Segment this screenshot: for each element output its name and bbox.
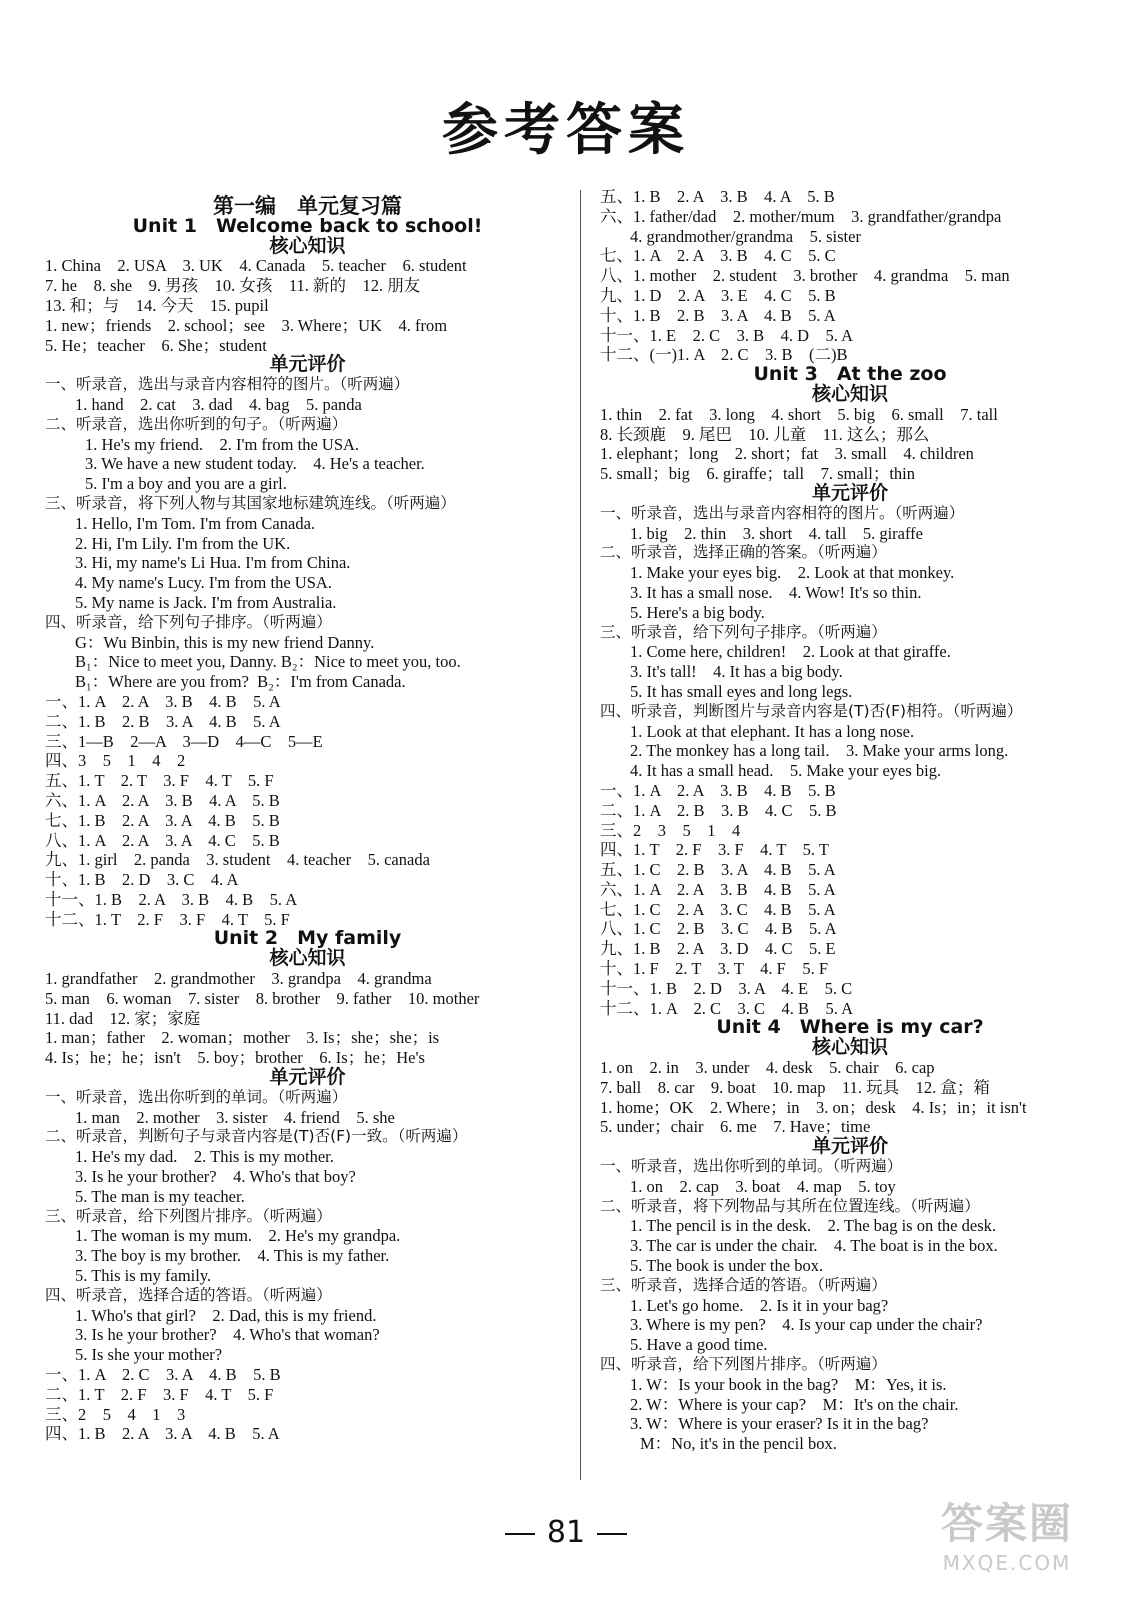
answer-line: 三、1—B 2—A 3—D 4—C 5—E bbox=[45, 731, 323, 751]
answer-line: 5. under；chair 6. me 7. Have；time bbox=[600, 1117, 871, 1137]
answer-line: 5. My name is Jack. I'm from Australia. bbox=[75, 592, 337, 612]
answer-line: 单元评价 bbox=[811, 481, 888, 504]
answer-line: 4. My name's Lucy. I'm from the USA. bbox=[75, 573, 332, 593]
answer-line: 3. Is he your brother? 4. Who's that boy? bbox=[75, 1167, 356, 1187]
answer-line: 核心知识 bbox=[269, 947, 346, 970]
answer-line: 13. 和；与 14. 今天 15. pupil bbox=[45, 295, 269, 315]
answer-line: 1. Let's go home. 2. Is it in your bag? bbox=[630, 1295, 889, 1315]
answer-line: 十、1. F 2. T 3. T 4. F 5. F bbox=[600, 959, 828, 979]
answer-line: 5. Here's a big body. bbox=[630, 602, 765, 622]
page-title: 参考答案 bbox=[442, 98, 690, 163]
answer-line: 九、1. girl 2. panda 3. student 4. teacher 5. canada bbox=[45, 850, 430, 870]
answer-line: 八、1. C 2. B 3. C 4. B 5. A bbox=[600, 919, 837, 939]
answer-line: 二、听录音，将下列物品与其所在位置连线。（听两遍） bbox=[600, 1196, 980, 1215]
answer-line: 五、1. T 2. T 3. F 4. T 5. F bbox=[45, 771, 274, 791]
answer-line: 1. The pencil is in the desk. 2. The bag is on the desk. bbox=[630, 1216, 996, 1236]
answer-line: 5. man 6. woman 7. sister 8. brother 9. father 10. mother bbox=[45, 988, 480, 1008]
answer-line: 一、1. A 2. C 3. A 4. B 5. B bbox=[45, 1365, 281, 1385]
answer-line: 一、听录音，选出你听到的单词。（听两遍） bbox=[45, 1087, 348, 1106]
answer-line: 一、1. A 2. A 3. B 4. B 5. A bbox=[45, 691, 281, 711]
watermark-logo-text: 答案圈 bbox=[940, 1499, 1073, 1548]
answer-line: 1. He's my friend. 2. I'm from the USA. bbox=[85, 434, 360, 454]
answer-line: 十二、1. A 2. C 3. C 4. B 5. A bbox=[600, 998, 854, 1018]
answer-line: 1. grandfather 2. grandmother 3. grandpa 4. grandma bbox=[45, 969, 432, 989]
answer-line: 5. The book is under the box. bbox=[630, 1256, 824, 1276]
answer-line: 二、听录音，选择正确的答案。（听两遍） bbox=[600, 543, 887, 562]
answer-line: 1. The woman is my mum. 2. He's my grandpa. bbox=[75, 1226, 401, 1246]
left-column bbox=[45, 194, 570, 1444]
answer-line: 十一、1. B 2. D 3. A 4. E 5. C bbox=[600, 978, 853, 998]
answer-line: 4. Is；he；he；isn't 5. boy；brother 6. Is；he；He's bbox=[45, 1048, 425, 1068]
answer-line: 1. home；OK 2. Where；in 3. on；desk 4. Is；in；it isn't bbox=[600, 1097, 1027, 1117]
answer-line: 九、1. B 2. A 3. D 4. C 5. E bbox=[600, 939, 836, 959]
answer-line: 1. on 2. cap 3. boat 4. map 5. toy bbox=[630, 1176, 896, 1196]
answer-line: 3. Hi, my name's Li Hua. I'm from China. bbox=[75, 553, 351, 573]
answer-line: 四、听录音，选择合适的答语。（听两遍） bbox=[45, 1285, 332, 1304]
answer-line: 一、听录音，选出与录音内容相符的图片。（听两遍） bbox=[600, 503, 965, 522]
answer-line: 1. Come here, children! 2. Look at that giraffe. bbox=[630, 642, 951, 662]
answer-line: 1. new；friends 2. school；see 3. Where；UK 4. from bbox=[45, 315, 448, 335]
answer-line: 3. The boy is my brother. 4. This is my father. bbox=[75, 1246, 390, 1266]
answer-line: 5. It has small eyes and long legs. bbox=[630, 681, 853, 701]
answer-line: 四、1. B 2. A 3. A 4. B 5. A bbox=[45, 1424, 280, 1444]
answer-line: 7. he 8. she 9. 男孩 10. 女孩 11. 新的 12. 朋友 bbox=[45, 276, 421, 296]
right-column bbox=[600, 187, 1100, 1454]
answer-line: 三、听录音，给下列图片排序。（听两遍） bbox=[45, 1206, 332, 1225]
answer-line: 十、1. B 2. B 3. A 4. B 5. A bbox=[600, 305, 836, 325]
answer-line: 六、1. father/dad 2. mother/mum 3. grandfather/grandpa bbox=[600, 206, 1002, 226]
answer-line: 1. elephant；long 2. short；fat 3. small 4. children bbox=[600, 444, 974, 464]
answer-line: 十二、1. T 2. F 3. F 4. T 5. F bbox=[45, 909, 290, 929]
answer-line: 十一、1. E 2. C 3. B 4. D 5. A bbox=[600, 325, 854, 345]
answer-line: M：No, it's in the pencil box. bbox=[640, 1434, 837, 1454]
answer-line: 5. Is she your mother? bbox=[75, 1345, 223, 1365]
answer-line: 十二、(一)1. A 2. C 3. B (二)B bbox=[600, 345, 848, 365]
answer-line: 1. China 2. USA 3. UK 4. Canada 5. teacher 6. student bbox=[45, 256, 467, 276]
answer-line: 核心知识 bbox=[811, 1036, 888, 1059]
answer-line: 1. Look at that elephant. It has a long nose. bbox=[630, 721, 915, 741]
answer-line: 一、听录音，选出你听到的单词。（听两遍） bbox=[600, 1157, 903, 1176]
answer-line: 三、听录音，选择合适的答语。（听两遍） bbox=[600, 1275, 887, 1294]
answer-line: 单元评价 bbox=[811, 1135, 888, 1158]
answer-line: 1. Hello, I'm Tom. I'm from Canada. bbox=[75, 513, 316, 533]
answer-line: 四、听录音，给下列图片排序。（听两遍） bbox=[600, 1355, 887, 1374]
answer-line: 1. He's my dad. 2. This is my mother. bbox=[75, 1147, 334, 1167]
answer-line: 1. W：Is your book in the bag? M：Yes, it is. bbox=[630, 1374, 947, 1394]
answer-line: 核心知识 bbox=[269, 234, 346, 257]
answer-line: 2. W：Where is your cap? M：It's on the chair. bbox=[630, 1394, 959, 1414]
answer-line: 四、3 5 1 4 2 bbox=[45, 751, 186, 771]
answer-line: 1. man；father 2. woman；mother 3. Is；she；she；is bbox=[45, 1028, 440, 1048]
answer-line: 1. hand 2. cat 3. dad 4. bag 5. panda bbox=[75, 394, 362, 414]
answer-line: 3. We have a new student today. 4. He's a teacher. bbox=[85, 454, 425, 474]
answer-line: 二、听录音，选出你听到的句子。（听两遍） bbox=[45, 414, 348, 433]
answer-line: 三、听录音，给下列句子排序。（听两遍） bbox=[600, 622, 887, 641]
answer-line: 十、1. B 2. D 3. C 4. A bbox=[45, 870, 239, 890]
answer-line: 5. This is my family. bbox=[75, 1266, 212, 1286]
answer-line: 1. thin 2. fat 3. long 4. short 5. big 6. small 7. tall bbox=[600, 404, 998, 424]
answer-line: 六、1. A 2. A 3. B 4. B 5. A bbox=[600, 879, 836, 899]
answer-line: 5. The man is my teacher. bbox=[75, 1186, 245, 1206]
answer-line: 单元评价 bbox=[269, 1066, 346, 1089]
answer-line: 一、1. A 2. A 3. B 4. B 5. B bbox=[600, 780, 836, 800]
column-divider bbox=[580, 190, 581, 1480]
answer-line: 五、1. C 2. B 3. A 4. B 5. A bbox=[600, 860, 836, 880]
answer-line: 三、2 5 4 1 3 bbox=[45, 1404, 186, 1424]
answer-line: 8. 长颈鹿 9. 尾巴 10. 儿童 11. 这么；那么 bbox=[600, 424, 930, 444]
answer-line: 5. Have a good time. bbox=[630, 1335, 768, 1355]
answer-line: B₁：Nice to meet you, Danny. B₂：Nice to meet you, too. bbox=[75, 652, 461, 672]
answer-line: 3. Is he your brother? 4. Who's that woman? bbox=[75, 1325, 380, 1345]
answer-line: 4. grandmother/grandma 5. sister bbox=[630, 226, 861, 246]
answer-line: 九、1. D 2. A 3. E 4. C 5. B bbox=[600, 285, 836, 305]
answer-line: 1. Who's that girl? 2. Dad, this is my friend. bbox=[75, 1305, 377, 1325]
answer-line: 二、1. A 2. B 3. B 4. C 5. B bbox=[600, 800, 837, 820]
answer-line: 11. dad 12. 家；家庭 bbox=[45, 1008, 201, 1028]
answer-line: 八、1. A 2. A 3. A 4. C 5. B bbox=[45, 830, 280, 850]
answer-line: 四、1. T 2. F 3. F 4. T 5. T bbox=[600, 840, 829, 860]
answer-line: 3. It has a small nose. 4. Wow! It's so thin. bbox=[630, 582, 922, 602]
answer-line: 三、2 3 5 1 4 bbox=[600, 820, 741, 840]
answer-line: 八、1. mother 2. student 3. brother 4. grandma 5. man bbox=[600, 266, 1010, 286]
answer-line: 四、听录音，判断图片与录音内容是(T)否(F)相符。（听两遍） bbox=[600, 701, 1023, 720]
answer-line: B₁：Where are you from? B₂：I'm from Canada. bbox=[75, 672, 406, 692]
answer-line: 3. The car is under the chair. 4. The boat is in the box. bbox=[630, 1236, 998, 1256]
answer-line: 2. Hi, I'm Lily. I'm from the UK. bbox=[75, 533, 291, 553]
answer-line: 5. I'm a boy and you are a girl. bbox=[85, 474, 287, 494]
answer-line: Unit 1 Welcome back to school! bbox=[132, 214, 483, 237]
answer-line: 1. Make your eyes big. 2. Look at that monkey. bbox=[630, 563, 955, 583]
answer-line: 二、1. B 2. B 3. A 4. B 5. A bbox=[45, 711, 281, 731]
answer-line: 5. small；big 6. giraffe；tall 7. small；thin bbox=[600, 464, 915, 484]
answer-line: 3. It's tall! 4. It has a big body. bbox=[630, 662, 843, 682]
answer-line: G：Wu Binbin, this is my new friend Danny. bbox=[75, 632, 375, 652]
answer-line: 三、听录音，将下列人物与其国家地标建筑连线。（听两遍） bbox=[45, 493, 456, 512]
answer-line: 五、1. B 2. A 3. B 4. A 5. B bbox=[600, 187, 835, 206]
answer-line: 二、听录音，判断句子与录音内容是(T)否(F)一致。（听两遍） bbox=[45, 1127, 468, 1146]
answer-line: Unit 2 My family bbox=[213, 927, 402, 950]
watermark-url: MXQE.COM bbox=[942, 1551, 1072, 1575]
answer-line: Unit 4 Where is my car? bbox=[716, 1016, 984, 1039]
answer-line: 六、1. A 2. A 3. B 4. A 5. B bbox=[45, 790, 280, 810]
answer-line: 1. on 2. in 3. under 4. desk 5. chair 6. cap bbox=[600, 1058, 935, 1078]
answer-line: 二、1. T 2. F 3. F 4. T 5. F bbox=[45, 1384, 274, 1404]
answer-line: 核心知识 bbox=[811, 382, 888, 405]
answer-line: 1. man 2. mother 3. sister 4. friend 5. she bbox=[75, 1107, 395, 1127]
answer-line: 七、1. A 2. A 3. B 4. C 5. C bbox=[600, 246, 836, 266]
answer-line: 1. big 2. thin 3. short 4. tall 5. giraffe bbox=[630, 523, 923, 543]
answer-line: 七、1. C 2. A 3. C 4. B 5. A bbox=[600, 899, 836, 919]
answer-line: 4. It has a small head. 5. Make your eyes big. bbox=[630, 761, 942, 781]
page-number-text: 81 bbox=[546, 1515, 586, 1550]
answer-line: 3. W：Where is your eraser? Is it in the bag? bbox=[630, 1414, 929, 1434]
watermark bbox=[912, 1491, 1102, 1575]
answer-line: 5. He；teacher 6. She；student bbox=[45, 335, 267, 355]
answer-line: 十一、1. B 2. A 3. B 4. B 5. A bbox=[45, 889, 298, 909]
answer-line: 7. ball 8. car 9. boat 10. map 11. 玩具 12. 盒；箱 bbox=[600, 1077, 990, 1097]
answer-line: 2. The monkey has a long tail. 3. Make your arms long. bbox=[630, 741, 1009, 761]
answer-line: 单元评价 bbox=[269, 353, 346, 376]
answer-line: 七、1. B 2. A 3. A 4. B 5. B bbox=[45, 810, 280, 830]
dash-right bbox=[597, 1533, 627, 1535]
answer-line: 一、听录音，选出与录音内容相符的图片。（听两遍） bbox=[45, 375, 410, 394]
answer-line: 四、听录音，给下列句子排序。（听两遍） bbox=[45, 612, 332, 631]
dash-left bbox=[505, 1533, 535, 1535]
answer-line: 3. Where is my pen? 4. Is your cap under the chair? bbox=[630, 1315, 983, 1335]
answer-line: 第一编 单元复习篇 bbox=[213, 194, 402, 218]
answer-line: Unit 3 At the zoo bbox=[753, 363, 947, 386]
